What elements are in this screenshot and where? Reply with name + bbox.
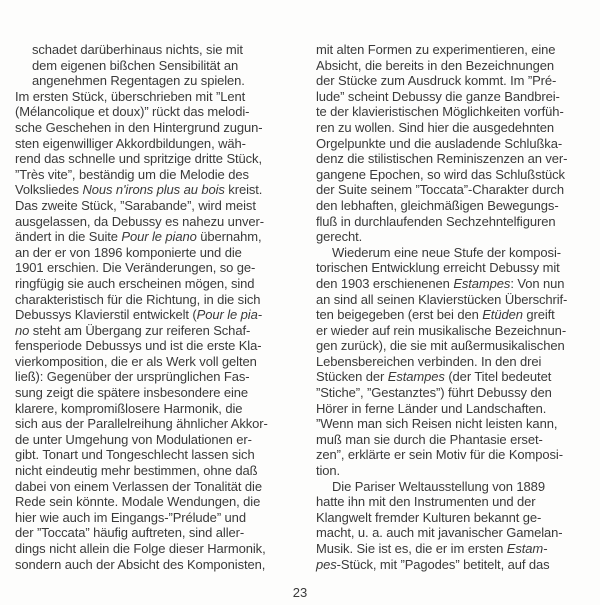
text-segment: den 1903 erschienenen: [316, 275, 454, 291]
text-segment: : Von nun: [510, 275, 565, 291]
italic-title: Nous n'irons plus au bois: [82, 182, 225, 198]
text-line: [316, 120, 594, 136]
text-segment: klarere, kompromißlosere Harmonik, die: [15, 400, 243, 416]
italic-title: Pour le piano: [121, 229, 197, 245]
text-segment: -Stück, mit ”Pagodes” betitelt, auf das: [336, 556, 550, 572]
text-segment: an der er von 1896 komponierte und die: [15, 244, 242, 260]
page-number: 23: [292, 585, 308, 600]
text-segment: ten beigegeben (erst bei den: [316, 307, 483, 323]
text-segment: der Suite seinem ”Toccata”-Charakter durch: [316, 182, 564, 198]
text-segment: Im ersten Stück, überschrieben mit ”Lent: [15, 88, 246, 104]
text-segment: 1901 erschien. Die Veränderungen, so ge-: [15, 260, 256, 276]
text-segment: macht, u. a. auch mit javanischer Gamelan-: [316, 525, 563, 541]
text-segment: gibt. Tonart und Tongeschlecht lassen sich: [15, 447, 255, 463]
text-line: [316, 369, 594, 385]
text-segment: dabei von einem Verlassen der Tonalität die: [15, 478, 262, 494]
text-segment: sten eigenwilliger Akkordbildungen, wäh-: [15, 135, 246, 151]
text-segment: Absicht, die bereits in den Bezeichnungen: [316, 57, 555, 73]
text-segment: Die Pariser Weltausstellung von 1889: [332, 478, 545, 494]
text-line: [15, 541, 295, 557]
text-line: [15, 151, 295, 167]
text-segment: Rede sein könnte. Modale Wendungen, die: [15, 494, 261, 510]
text-line: [15, 136, 295, 152]
text-line: [15, 292, 295, 308]
text-line: [316, 323, 594, 339]
text-line: [15, 338, 295, 354]
text-segment: an sind all seinen Klavierstücken Überschrif-: [316, 291, 568, 307]
text-segment: gerecht.: [316, 229, 363, 245]
text-segment: steht am Übergang zur reiferen Schaf-: [29, 322, 251, 338]
text-column-left: [15, 42, 295, 572]
text-segment: Wiederum eine neue Stufe der komposi-: [332, 244, 561, 260]
text-segment: angenehmen Regentagen zu spielen.: [32, 73, 245, 89]
text-line: [15, 494, 295, 510]
text-line: [316, 42, 594, 58]
text-line: [316, 432, 594, 448]
text-line: [316, 245, 594, 261]
text-segment: ”Stiche”, ”Gestanztes”) führt Debussy den: [316, 385, 552, 401]
text-line: [15, 479, 295, 495]
text-segment: gangene Epochen, so wird das Schlußstück: [316, 166, 565, 182]
text-segment: er wieder auf rein musikalische Bezeichnun-: [316, 322, 567, 338]
text-segment: sondern auch der Absicht des Komponisten,: [15, 556, 266, 572]
text-segment: den lebhaften, gleichmäßigen Bewegungs-: [316, 197, 559, 213]
text-line: [15, 463, 295, 479]
text-segment: sich aus der Parallelreihung ähnlicher Akkor-: [15, 416, 268, 432]
text-line: [15, 120, 295, 136]
text-line: [15, 323, 295, 339]
text-segment: zen”, erklärte er sein Motiv für die Komposi-: [316, 447, 563, 463]
text-segment: rend das schnelle und spritzige dritte Stück,: [15, 151, 262, 167]
text-segment: dings nicht allein die Folge dieser Harmonik,: [15, 541, 266, 556]
text-line: [316, 401, 594, 417]
text-line: [316, 510, 594, 526]
text-line: [15, 182, 295, 198]
text-segment: lude” scheint Debussy die ganze Bandbrei-: [316, 88, 560, 104]
text-segment: Das zweite Stück, ”Sarabande”, wird meist: [15, 197, 256, 213]
text-line: [15, 385, 295, 401]
text-line: [316, 385, 594, 401]
text-segment: ”Wenn man sich Reisen nicht leisten kann,: [316, 416, 558, 432]
text-line: [15, 416, 295, 432]
text-segment: greift: [522, 307, 555, 323]
text-segment: ren zu wollen. Sind hier die ausgedehnten: [316, 119, 555, 135]
text-line: [15, 198, 295, 214]
text-line: [15, 447, 295, 463]
text-segment: fluß in durchlaufenden Sechzehntelfiguren: [316, 213, 556, 229]
italic-title: Estampes: [453, 275, 511, 291]
text-segment: sung zeigt die spätere insbesondere eine: [15, 385, 249, 401]
italic-title: pes: [316, 556, 337, 572]
text-segment: ringfügig sie auch erscheinen mögen, sind: [15, 275, 255, 291]
text-line: [15, 89, 295, 105]
text-line: [316, 73, 594, 89]
text-segment: vierkomposition, die er als Werk voll gelten: [15, 353, 257, 369]
text-segment: Klangwelt fremder Kulturen bekannt ge-: [316, 509, 542, 525]
text-segment: denz die stilistischen Reminiszenzen an ver-: [316, 151, 568, 167]
text-segment: charakteristisch für die Richtung, in die sich: [15, 291, 261, 307]
text-segment: dem eigenen bißchen Sensibilität an: [32, 57, 239, 73]
text-line: [316, 541, 594, 557]
text-line: [316, 136, 594, 152]
italic-title: Etüden: [482, 307, 523, 323]
text-line: [316, 229, 594, 245]
text-segment: torischen Entwicklung erreicht Debussy mit: [316, 260, 560, 276]
text-line: [316, 198, 594, 214]
text-line: [316, 292, 594, 308]
text-line: [15, 42, 295, 58]
text-line: [316, 463, 594, 479]
text-segment: ausgelassen, da Debussy es nahezu unver-: [15, 213, 264, 229]
text-segment: gen zurück), die sie mit außermusikalischen: [316, 338, 565, 354]
text-line: [15, 369, 295, 385]
text-segment: kreist.: [224, 182, 263, 198]
text-line: [316, 447, 594, 463]
text-segment: Orgelpunkte und die ausladende Schlußka-: [316, 135, 563, 151]
text-segment: Stücken der: [316, 369, 388, 385]
text-line: [316, 307, 594, 323]
text-line: [15, 401, 295, 417]
text-line: [15, 510, 295, 526]
text-segment: ließ): Gegenüber der ursprünglichen Fas-: [15, 369, 250, 385]
text-segment: Volksliedes: [15, 182, 83, 198]
text-segment: Lebensbereichen verbinden. In den drei: [316, 353, 542, 369]
text-line: [316, 167, 594, 183]
italic-title: Pour le pia-: [196, 307, 262, 323]
text-segment: hier wie auch im Eingangs-”Prélude” und: [15, 509, 246, 525]
text-line: [15, 276, 295, 292]
text-line: [316, 58, 594, 74]
text-segment: sche Geschehen in den Hintergrund zugun-: [15, 119, 263, 135]
text-line: [316, 89, 594, 105]
text-line: [316, 182, 594, 198]
text-segment: der Stücke zum Ausdruck kommt. Im ”Pré-: [316, 73, 557, 89]
text-line: [316, 479, 594, 495]
text-segment: muß man sie durch die Phantasie erset-: [316, 431, 543, 447]
text-line: [316, 276, 594, 292]
text-segment: der ”Toccata” häufig auftreten, sind aller-: [15, 525, 245, 541]
text-line: [316, 338, 594, 354]
text-segment: ändert in die Suite: [15, 229, 122, 245]
text-segment: übernahm,: [196, 229, 262, 245]
text-line: [316, 260, 594, 276]
text-line: [15, 214, 295, 230]
text-line: [316, 494, 594, 510]
text-segment: tion.: [316, 463, 341, 479]
text-segment: (Mélancolique et doux)” rückt das melodi-: [15, 104, 250, 120]
text-segment: de unter Umgehung von Modulationen er-: [15, 431, 252, 447]
text-segment: Hörer in ferne Länder und Landschaften.: [316, 400, 547, 416]
text-column-right: [316, 42, 594, 572]
text-line: [15, 557, 295, 573]
text-line: [15, 167, 295, 183]
text-segment: hatte ihn mit den Instrumenten und der: [316, 494, 536, 510]
text-segment: fensperiode Debussys und ist die erste Kla-: [15, 338, 262, 354]
text-line: [15, 432, 295, 448]
italic-title: Estam-: [506, 541, 548, 556]
text-line: [15, 73, 295, 89]
text-line: [15, 354, 295, 370]
italic-title: no: [15, 322, 30, 338]
text-line: [316, 104, 594, 120]
text-line: [316, 214, 594, 230]
text-line: [15, 229, 295, 245]
text-line: [316, 416, 594, 432]
text-segment: te der klavieristischen Möglichkeiten vorfüh-: [316, 104, 564, 120]
text-line: [316, 525, 594, 541]
text-line: [15, 58, 295, 74]
text-segment: Debussys Klavierstil entwickelt (: [15, 307, 197, 323]
text-line: [15, 260, 295, 276]
text-line: [15, 307, 295, 323]
text-line: [316, 557, 594, 573]
text-line: [15, 245, 295, 261]
text-line: [316, 151, 594, 167]
text-line: [316, 354, 594, 370]
text-segment: nicht eindeutig mehr bestimmen, ohne daß: [15, 463, 258, 479]
italic-title: Estampes: [387, 369, 445, 385]
text-line: [15, 104, 295, 120]
text-segment: mit alten Formen zu experimentieren, eine: [316, 42, 556, 57]
text-segment: Musik. Sie ist es, die er im ersten: [316, 541, 507, 556]
text-segment: ”Très vite”, beständig um die Melodie des: [15, 166, 249, 182]
text-line: [15, 525, 295, 541]
text-segment: schadet darüberhinaus nichts, sie mit: [32, 42, 243, 57]
text-segment: (der Titel bedeutet: [444, 369, 552, 385]
